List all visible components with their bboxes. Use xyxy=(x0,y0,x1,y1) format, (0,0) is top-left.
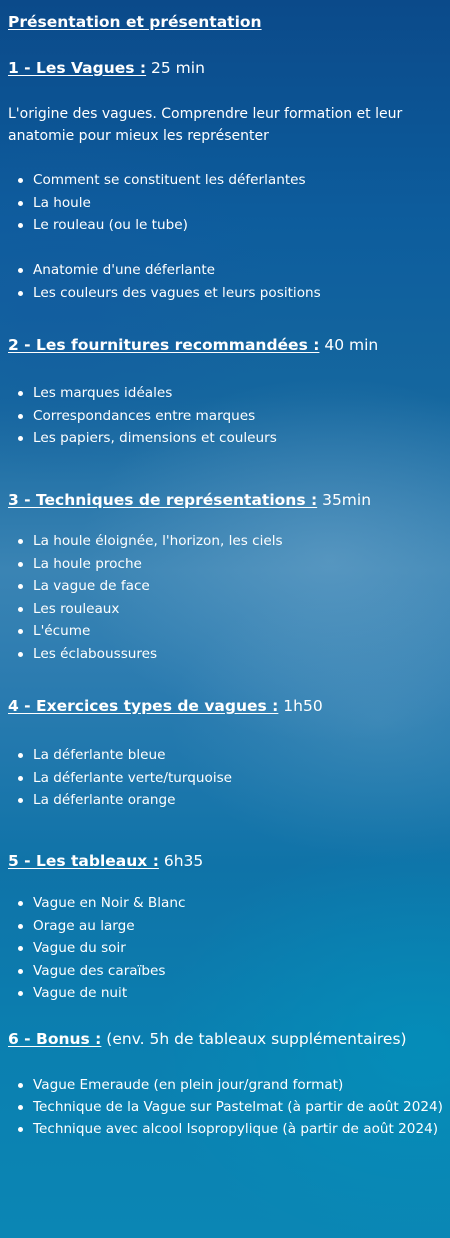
section-2-duration: 40 min xyxy=(319,336,379,354)
section-5-label: 5 - Les tableaux : xyxy=(8,852,159,870)
section-4-list xyxy=(8,744,448,812)
list-item: La houle éloignée, l'horizon, les ciels xyxy=(8,530,448,553)
section-4-heading xyxy=(8,697,323,715)
section-1-duration: 25 min xyxy=(146,59,205,77)
section-6-list xyxy=(8,1074,448,1140)
section-6-duration: (env. 5h de tableaux supplémentaires) xyxy=(101,1030,407,1048)
section-1-list-b xyxy=(8,259,448,304)
list-item: La houle proche xyxy=(8,553,448,576)
list-item: La déferlante bleue xyxy=(8,744,448,767)
section-3-label: 3 - Techniques de représentations : xyxy=(8,491,318,509)
list-item: Les papiers, dimensions et couleurs xyxy=(8,427,448,450)
list-item: Les marques idéales xyxy=(8,382,448,405)
list-item: Le rouleau (ou le tube) xyxy=(8,214,448,237)
list-item: Orage au large xyxy=(8,915,448,938)
list-item: Les éclaboussures xyxy=(8,643,448,666)
list-item: Vague en Noir & Blanc xyxy=(8,892,448,915)
section-6-label: 6 - Bonus : xyxy=(8,1030,102,1048)
section-1-intro: L'origine des vagues. Comprendre leur formation et leur anatomie pour mieux les représenter xyxy=(8,106,403,144)
section-4-duration: 1h50 xyxy=(278,697,323,715)
section-3-duration: 35min xyxy=(317,491,372,509)
section-3-heading xyxy=(8,491,371,509)
list-item: Les rouleaux xyxy=(8,598,448,621)
section-6-heading xyxy=(8,1030,407,1048)
page-title: Présentation et présentation xyxy=(8,13,262,31)
list-item: Vague Emeraude (en plein jour/grand format) xyxy=(8,1074,448,1096)
section-1-list-a xyxy=(8,169,448,237)
section-2-heading xyxy=(8,336,378,354)
list-item: Vague de nuit xyxy=(8,982,448,1005)
list-item: La houle xyxy=(8,192,448,215)
section-5-list xyxy=(8,892,448,1005)
section-1-label: 1 - Les Vagues : xyxy=(8,59,147,77)
list-item: Technique de la Vague sur Pastelmat (à partir de août 2024) xyxy=(8,1096,448,1118)
list-item: Vague des caraïbes xyxy=(8,960,448,983)
list-item: La vague de face xyxy=(8,575,448,598)
list-item: Comment se constituent les déferlantes xyxy=(8,169,448,192)
list-item: La déferlante verte/turquoise xyxy=(8,767,448,790)
list-item: Technique avec alcool Isopropylique (à partir de août 2024) xyxy=(8,1118,448,1140)
section-3-list xyxy=(8,530,448,665)
section-2-list xyxy=(8,382,448,450)
section-1-heading xyxy=(8,59,205,77)
list-item: Les couleurs des vagues et leurs positions xyxy=(8,282,448,305)
list-item: Anatomie d'une déferlante xyxy=(8,259,448,282)
list-item: La déferlante orange xyxy=(8,789,448,812)
section-4-label: 4 - Exercices types de vagues : xyxy=(8,697,279,715)
section-5-duration: 6h35 xyxy=(158,852,204,870)
section-5-heading xyxy=(8,852,203,870)
section-2-label: 2 - Les fournitures recommandées : xyxy=(8,336,320,354)
list-item: Vague du soir xyxy=(8,937,448,960)
list-item: L'écume xyxy=(8,620,448,643)
list-item: Correspondances entre marques xyxy=(8,405,448,428)
